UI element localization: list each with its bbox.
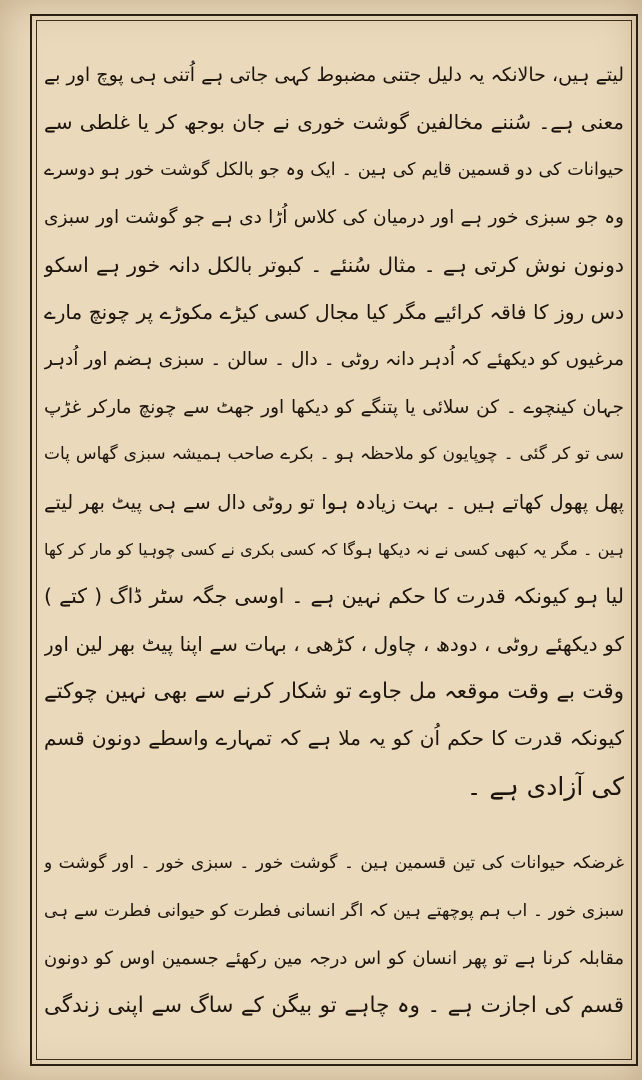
text-line: دونون نوش کرتی ہے ۔ مثال سُنئے ۔ کبوتر بالکل دانہ خور ہے اسکو xyxy=(44,252,624,277)
text-line: مرغیوں کو دیکھئے کہ اُدہر دانہ روٹی ۔ دال ۔ سالن ۔ سبزی ہضم اور اُدہر xyxy=(44,349,624,371)
text-line: قسم کی اجازت ہے ۔ وہ چاہے تو بیگن کے ساگ سے اپنی زندگی xyxy=(44,993,624,1019)
text-line: ہین ۔ مگر یہ کبھی کسی نے نہ دیکھا ہوگا کہ کسی بکری نے کسی چوہیا کو مار کر کھا xyxy=(44,539,624,559)
text-line: لیا ہو کیونکہ قدرت کا حکم نہین ہے ۔ اوسی جگہ سٹر ڈاگ ( کتے ) xyxy=(44,584,624,609)
text-line: جہان کینچوے ۔ کن سلائی یا پتنگے کو دیکھا اور جھٹ سے چونچ مارکر غڑپ xyxy=(44,396,624,418)
text-line: لیتے ہیں، حالانکہ یہ دلیل جتنی مضبوط کہی جاتی ہے اُتنی ہی پوچ اور بے xyxy=(44,64,624,86)
text-line: وہ جو سبزی خور ہے اور درمیان کی کلاس اُڑا دی ہے جو گوشت اور سبزی xyxy=(44,207,624,229)
text-line: کیونکہ قدرت کا حکم اُن کو یہ ملا ہے کہ تمہارے واسطے دونون قسم xyxy=(44,726,624,751)
text-line: غرضکہ حیوانات کی تین قسمین ہین ۔ گوشت خور ۔ سبزی خور ۔ اور گوشت و xyxy=(44,853,624,874)
paragraph-gap xyxy=(44,810,624,840)
text-line: سبزی خور ۔ اب ہم پوچھتے ہین کہ اگر انسانی فطرت کو حیوانی فطرت سے ہی xyxy=(44,900,624,921)
urdu-text-block xyxy=(44,52,624,1030)
paragraph-end-line: کی آزادی ہے ۔ xyxy=(466,771,624,801)
text-line: معنی ہے۔ سُننے مخالفین گوشت خوری نے جان بوجھ کر یا غلطی سے xyxy=(44,110,624,135)
text-line: پھل پھول کھاتے ہیں ۔ بہت زیادہ ہوا تو روٹی دال سے ہی پیٹ بھر لیتے xyxy=(44,490,624,514)
text-line: وقت بے وقت موقعہ مل جاوے تو شکار کرنے سے بھی نہین چوکتے xyxy=(44,679,624,705)
text-line: مقابلہ کرنا ہے تو پھر انسان کو اس درجہ مین رکھئے جسمین اوس کو دونون xyxy=(44,948,624,970)
text-line: سی تو کر گئی ۔ چوپایون کو ملاحظہ ہو ۔ بکرے صاحب ہمیشہ سبزی گھاس پات xyxy=(44,444,624,465)
text-line: کو دیکھئے روٹی ، دودھ ، چاول ، کڑھی ، بہات سے اپنا پیٹ بھر لین اور xyxy=(44,631,624,656)
text-line: دس روز کا فاقہ کرائیے مگر کیا مجال کسی کیڑے مکوڑے پر چونچ مارے xyxy=(44,299,624,324)
text-line: حیوانات کی دو قسمین قایم کی ہین ۔ ایک وہ جو بالکل گوشت خور ہو دوسرے xyxy=(44,159,624,180)
